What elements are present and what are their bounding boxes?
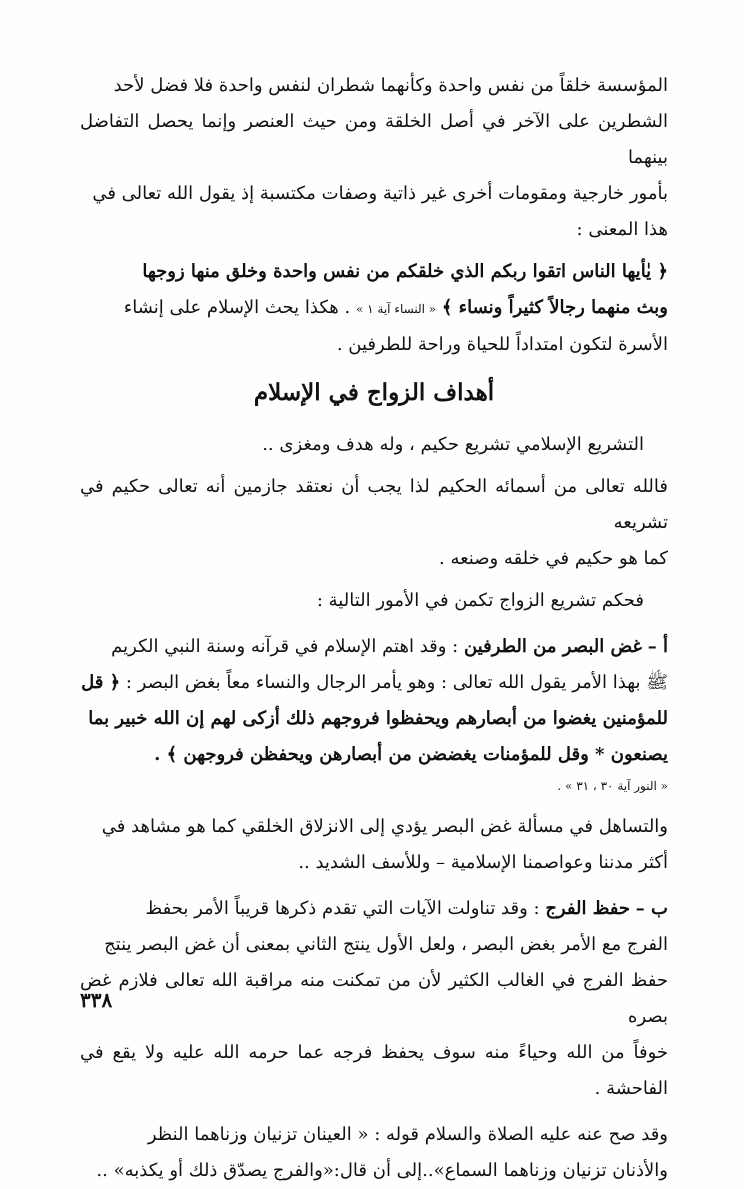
text-line: هذا المعنى : (576, 219, 668, 240)
text-line: الشطرين على الآخر في أصل الخلقة ومن حيث العنصر وإنما يحصل التفاضل بينهما (80, 111, 668, 168)
wisdom-paragraph: فحكم تشريع الزواج تكمن في الأمور التالية : (316, 590, 644, 611)
verse-line: ﴿ يٰأيها الناس اتقوا ربكم الذي خلقكم من نفس واحدة وخلق منها زوجها (142, 261, 668, 282)
quran-verse-paragraph (80, 254, 668, 363)
text-line: المؤسسة خلقاً من نفس واحدة وكأنهما شطران لنفس واحدة فلا فضل لأحد (113, 75, 668, 96)
point-marker: أ – (647, 636, 668, 657)
text-line: الفرج مع الأمر بغض البصر ، ولعل الأول ينتج الثاني بمعنى أن غض البصر ينتج (104, 934, 668, 955)
section-heading: أهداف الزواج في الإسلام (253, 379, 495, 406)
text-line: كما هو حكيم في خلقه وصنعه . (439, 548, 668, 569)
page-number: ٣٣٨ (80, 988, 113, 1012)
text-line: خوفاً من الله وحياءً منه سوف يحفظ فرجه عما حرمه الله عليه ولا يقع في الفاحشة . (80, 1042, 668, 1099)
text-line: بأمور خارجية ومقومات أخرى غير ذاتية وصفات مكتسبة إذ يقول الله تعالى في (92, 183, 668, 204)
verse-line: يصنعون * وقل للمؤمنات يغضضن من أبصارهن ويحفظن فروجهن ﴾ . (154, 744, 668, 765)
text-segment: . هكذا يحث الإسلام على إنشاء (123, 297, 351, 318)
text-line: الأسرة لتكون امتداداً للحياة وراحة للطرفين . (336, 334, 668, 355)
point-b-paragraph (80, 891, 668, 1107)
text-line (80, 665, 668, 701)
intro-paragraph (80, 68, 668, 248)
verse-text: وبث منهما رجالاً كثيراً ونساء ﴾ (441, 297, 668, 318)
text-line: حفظ الفرج في الغالب الكثير لأن من تمكنت منه مراقبة الله تعالى فلازم غض بصره (80, 970, 668, 1027)
verse-line (80, 290, 668, 327)
laxity-paragraph (80, 809, 668, 881)
wisdom-paragraph (80, 469, 668, 577)
hadith-paragraph (80, 1117, 668, 1189)
point-a-paragraph (80, 629, 668, 799)
text-line (80, 891, 668, 927)
verse-reference: « النساء آية ١ » (355, 302, 437, 316)
text-line: والأذنان تزنيان وزناهما السماع»..إلى أن قال:«والفرج يصدّق ذلك أو يكذبه» .. (96, 1160, 668, 1181)
text-segment: : وقد تناولت الآيات التي تقدم ذكرها قريباً الأمر بحفظ (145, 898, 540, 919)
verse-line: للمؤمنين يغضوا من أبصارهم ويحفظوا فروجهم ذلك أزكى لهم إن الله خبير بما (88, 708, 668, 729)
text-line: والتساهل في مسألة غض البصر يؤدي إلى الانزلاق الخلقي كما هو مشاهد في (101, 816, 668, 837)
text-line: فالله تعالى من أسمائه الحكيم لذا يجب أن نعتقد جازمين أنه تعالى حكيم في تشريعه (80, 476, 668, 533)
point-title: حفظ الفرج (545, 898, 631, 919)
text-line: أكثر مدننا وعواصمنا الإسلامية – وللأسف الشديد .. (298, 852, 668, 873)
text-segment: ﷺ بهذا الأمر يقول الله تعالى : وهو يأمر الرجال والنساء معاً بغض البصر : (125, 672, 668, 693)
wisdom-paragraph: التشريع الإسلامي تشريع حكيم ، وله هدف ومغزى .. (262, 434, 644, 455)
text-segment: : وقد اهتم الإسلام في قرآنه وسنة النبي الكريم (111, 636, 459, 657)
point-marker: ب – (635, 898, 668, 919)
point-title: غض البصر من الطرفين (463, 636, 642, 657)
verse-text: ﴿ قل (81, 672, 121, 693)
text-line: وقد صح عنه عليه الصلاة والسلام قوله : « العينان تزنيان وزناهما النظر (147, 1124, 668, 1145)
verse-reference: « النور آية ٣٠ ، ٣١ » . (557, 779, 668, 793)
text-line (80, 629, 668, 665)
